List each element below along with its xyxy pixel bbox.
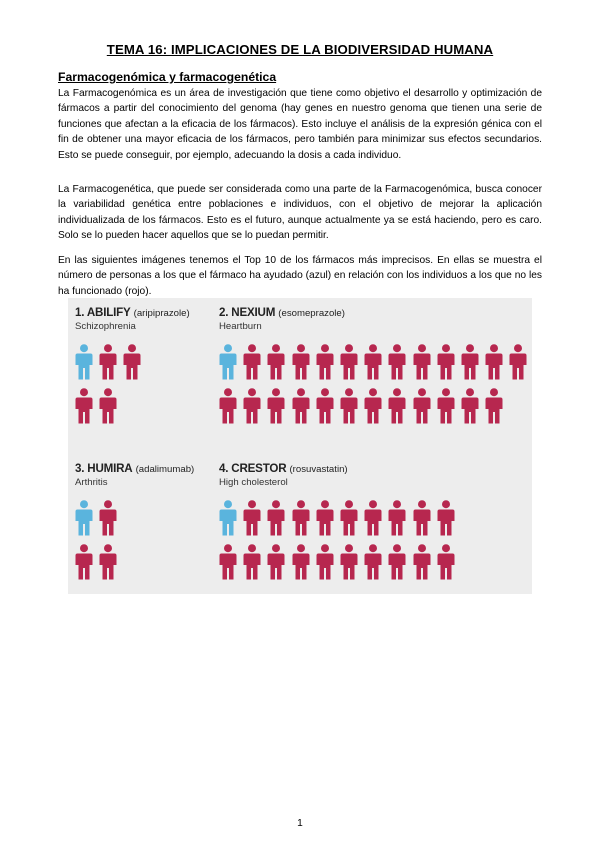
person-not-helped-icon [388, 388, 406, 424]
person-not-helped-icon [413, 344, 431, 380]
drug-generic-name: (aripiprazole) [133, 308, 190, 319]
drug-panel-nexium [219, 306, 529, 434]
person-not-helped-icon [388, 500, 406, 536]
drug-condition: Heartburn [219, 321, 262, 332]
person-not-helped-icon [364, 544, 382, 580]
drug-condition: High cholesterol [219, 477, 288, 488]
person-not-helped-icon [267, 344, 285, 380]
person-not-helped-icon [340, 344, 358, 380]
paragraph-farmacogenetica: La Farmacogenética, que puede ser considerada como una parte de la Farmacogenómica, busca conocer la variabilidad genética entre poblaciones e individuos, con el objetivo de mejorar la aplicación individualizada de los fármacos. Esto es el futuro, aunque actualmente ya se está haciendo, pero es caro. Solo se lo pueden hacer aquellos que se lo puedan permitir. [58, 184, 542, 242]
people-grid [219, 344, 529, 434]
person-not-helped-icon [75, 544, 93, 580]
person-not-helped-icon [267, 500, 285, 536]
drug-panel-abilify [75, 306, 205, 434]
person-not-helped-icon [99, 500, 117, 536]
page-title: TEMA 16: IMPLICACIONES DE LA BIODIVERSIDAD HUMANA [106, 42, 494, 57]
person-helped-icon [75, 344, 93, 380]
person-not-helped-icon [388, 544, 406, 580]
person-not-helped-icon [316, 388, 334, 424]
drug-panel-humira [75, 462, 205, 590]
person-not-helped-icon [243, 544, 261, 580]
person-not-helped-icon [292, 344, 310, 380]
person-not-helped-icon [99, 344, 117, 380]
page-number: 1 [297, 818, 303, 829]
person-not-helped-icon [316, 500, 334, 536]
person-not-helped-icon [99, 388, 117, 424]
drug-generic-name: (esomeprazole) [278, 308, 345, 319]
person-not-helped-icon [292, 500, 310, 536]
person-not-helped-icon [75, 388, 93, 424]
person-not-helped-icon [340, 544, 358, 580]
person-not-helped-icon [413, 544, 431, 580]
section-heading: Farmacogenómica y farmacogenética [58, 70, 277, 84]
person-not-helped-icon [437, 544, 455, 580]
drug-condition: Arthritis [75, 477, 108, 488]
person-not-helped-icon [461, 344, 479, 380]
person-not-helped-icon [219, 544, 237, 580]
person-not-helped-icon [292, 388, 310, 424]
person-not-helped-icon [243, 500, 261, 536]
drug-panel-crestor [219, 462, 529, 590]
person-not-helped-icon [316, 544, 334, 580]
person-not-helped-icon [437, 388, 455, 424]
person-not-helped-icon [219, 388, 237, 424]
person-not-helped-icon [267, 388, 285, 424]
person-helped-icon [219, 500, 237, 536]
person-not-helped-icon [485, 388, 503, 424]
drug-efficacy-infographic [68, 298, 532, 594]
person-not-helped-icon [485, 344, 503, 380]
person-not-helped-icon [437, 500, 455, 536]
person-not-helped-icon [243, 388, 261, 424]
paragraph-top10-intro: En las siguientes imágenes tenemos el Top 10 de los fármacos más imprecisos. En ellas se muestra el número de personas a los que el fármaco ha ayudado (azul) en relación con los individuos a los que no les ha funcionado (rojo). [58, 255, 542, 297]
person-not-helped-icon [509, 344, 527, 380]
person-helped-icon [75, 500, 93, 536]
person-helped-icon [219, 344, 237, 380]
person-not-helped-icon [413, 500, 431, 536]
person-not-helped-icon [99, 544, 117, 580]
person-not-helped-icon [340, 500, 358, 536]
people-grid [219, 500, 529, 590]
person-not-helped-icon [292, 544, 310, 580]
drug-name: 1. ABILIFY [75, 306, 131, 319]
drug-condition: Schizophrenia [75, 321, 136, 332]
paragraph-farmacogenomica: La Farmacogenómica es un área de investigación que tiene como objetivo el desarrollo y optimización de fármacos a partir del conocimiento del genoma (hay genes en nuestro genoma que tienen una serie de funciones que afectan a la eficacia de los fármacos). Esto incluye el análisis de la expresión génica con el fin de obtener una mayor eficacia de los fármacos, pero también para minimizar sus efectos secundarios. Esto se puede conseguir, por ejemplo, adecuando la dosis a cada individuo. [58, 88, 542, 161]
person-not-helped-icon [267, 544, 285, 580]
person-not-helped-icon [340, 388, 358, 424]
person-not-helped-icon [123, 344, 141, 380]
person-not-helped-icon [413, 388, 431, 424]
person-not-helped-icon [364, 388, 382, 424]
person-not-helped-icon [243, 344, 261, 380]
person-not-helped-icon [437, 344, 455, 380]
drug-name: 4. CRESTOR [219, 462, 287, 475]
people-grid [75, 344, 205, 434]
person-not-helped-icon [388, 344, 406, 380]
drug-name: 2. NEXIUM [219, 306, 276, 319]
person-not-helped-icon [316, 344, 334, 380]
person-not-helped-icon [461, 388, 479, 424]
person-not-helped-icon [364, 500, 382, 536]
drug-name: 3. HUMIRA [75, 462, 133, 475]
people-grid [75, 500, 205, 590]
person-not-helped-icon [364, 344, 382, 380]
drug-generic-name: (adalimumab) [135, 464, 195, 475]
drug-generic-name: (rosuvastatin) [289, 464, 348, 475]
